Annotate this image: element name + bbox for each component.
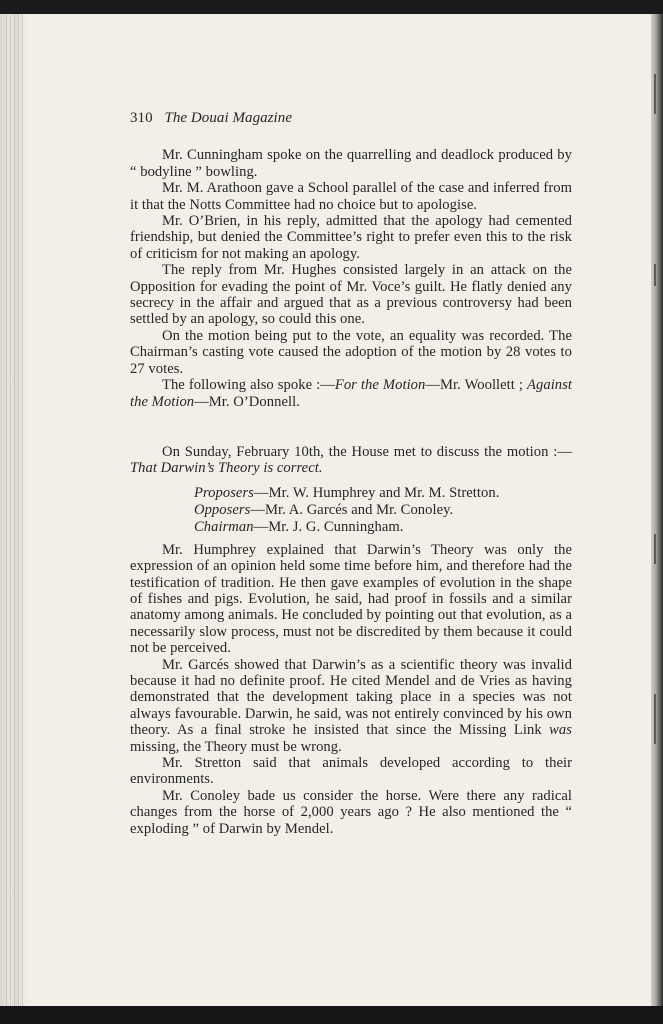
journal-title: The Douai Magazine [164, 110, 293, 126]
role-label: Chairman [194, 518, 254, 535]
debate-roles [194, 485, 572, 536]
paragraph-debate-intro [130, 444, 572, 477]
paragraph-hughes: The reply from Mr. Hughes consisted largely in an attack on the Opposition for evading the point of Mr. Voce’s guilt. He flatly denied any secrecy in the affair and argued that as a previous controversy had been settled by an apology, so could this one. [130, 262, 572, 328]
page-text-block [130, 110, 572, 837]
garces-emphasis: was [549, 722, 572, 739]
role-names: —Mr. J. G. Cunningham. [253, 518, 404, 535]
debate-intro-lead: On Sunday, February 10th, the House met to discuss the motion :— [162, 443, 572, 460]
also-spoke-lead: The following also spoke :— [162, 377, 335, 394]
against-motion-name: —Mr. O’Donnell. [194, 393, 300, 410]
gutter-page-edges [6, 14, 26, 1008]
running-head [130, 110, 572, 126]
against-motion-label: Against the Motion [130, 377, 572, 410]
role-names: —Mr. A. Garcés and Mr. Conoley. [250, 501, 454, 518]
role-proposers [194, 485, 572, 502]
page-right-edge [651, 14, 663, 1008]
paragraph-also-spoke [130, 377, 572, 410]
paragraph-conoley: Mr. Conoley bade us consider the horse. Were there any radical changes from the horse of 2,000 years ago ? He also mentioned the “ exploding ” of Darwin by Mendel. [130, 787, 572, 837]
section-gap [130, 410, 572, 444]
garces-text: Mr. Garcés showed that Darwin’s as a scientific theory was invalid because it had no definite proof. He cited Mendel and de Vries as having demonstrated that the development taking place in a species was not always favourable. Darwin, he said, was not entirely convinced by his own theory. As a final stroke he insisted that since the Missing Link [130, 656, 572, 739]
role-label: Proposers [194, 484, 254, 501]
role-chairman [194, 519, 572, 536]
paragraph-arathoon: Mr. M. Arathoon gave a School parallel of the case and inferred from it that the Notts Committee had no choice but to apologise. [130, 180, 572, 213]
for-motion-label: For the Motion [334, 377, 426, 394]
motion-title: That Darwin’s Theory is correct. [130, 460, 323, 477]
for-motion-name: —Mr. Woollett ; [425, 377, 524, 394]
page-number: 310 [130, 110, 153, 126]
paragraph-humphrey: Mr. Humphrey explained that Darwin’s Theory was only the expression of an opinion held some time before him, and therefore had the testification of tradition. He then gave examples of evolution in the shape of fishes and pigs. Evolution, he said, had proof in fossils and a similar anatomy among animals. He concluded by pointing out that evolution, as a necessarily slow process, must not be discredited by them because it could not be perceived. [130, 541, 572, 657]
paragraph-obrien: Mr. O’Brien, in his reply, admitted that the apology had cemented friendship, but denied the Committee’s right to prefer even this to the risk of criticism for not making an apology. [130, 213, 572, 262]
scan-border-bottom [0, 1006, 663, 1024]
role-label: Opposers [194, 501, 251, 518]
role-names: —Mr. W. Humphrey and Mr. M. Stretton. [253, 484, 500, 501]
paragraph-vote: On the motion being put to the vote, an equality was recorded. The Chairman’s casting vote caused the adoption of the motion by 28 votes to 27 votes. [130, 327, 572, 377]
garces-text-end: missing, the Theory must be wrong. [130, 738, 342, 755]
paragraph-cunningham: Mr. Cunningham spoke on the quarrelling and deadlock produced by “ bodyline ” bowling. [130, 147, 572, 180]
paragraph-garces [130, 657, 572, 755]
paragraph-stretton: Mr. Stretton said that animals developed according to their environments. [130, 755, 572, 788]
role-opposers [194, 502, 572, 519]
